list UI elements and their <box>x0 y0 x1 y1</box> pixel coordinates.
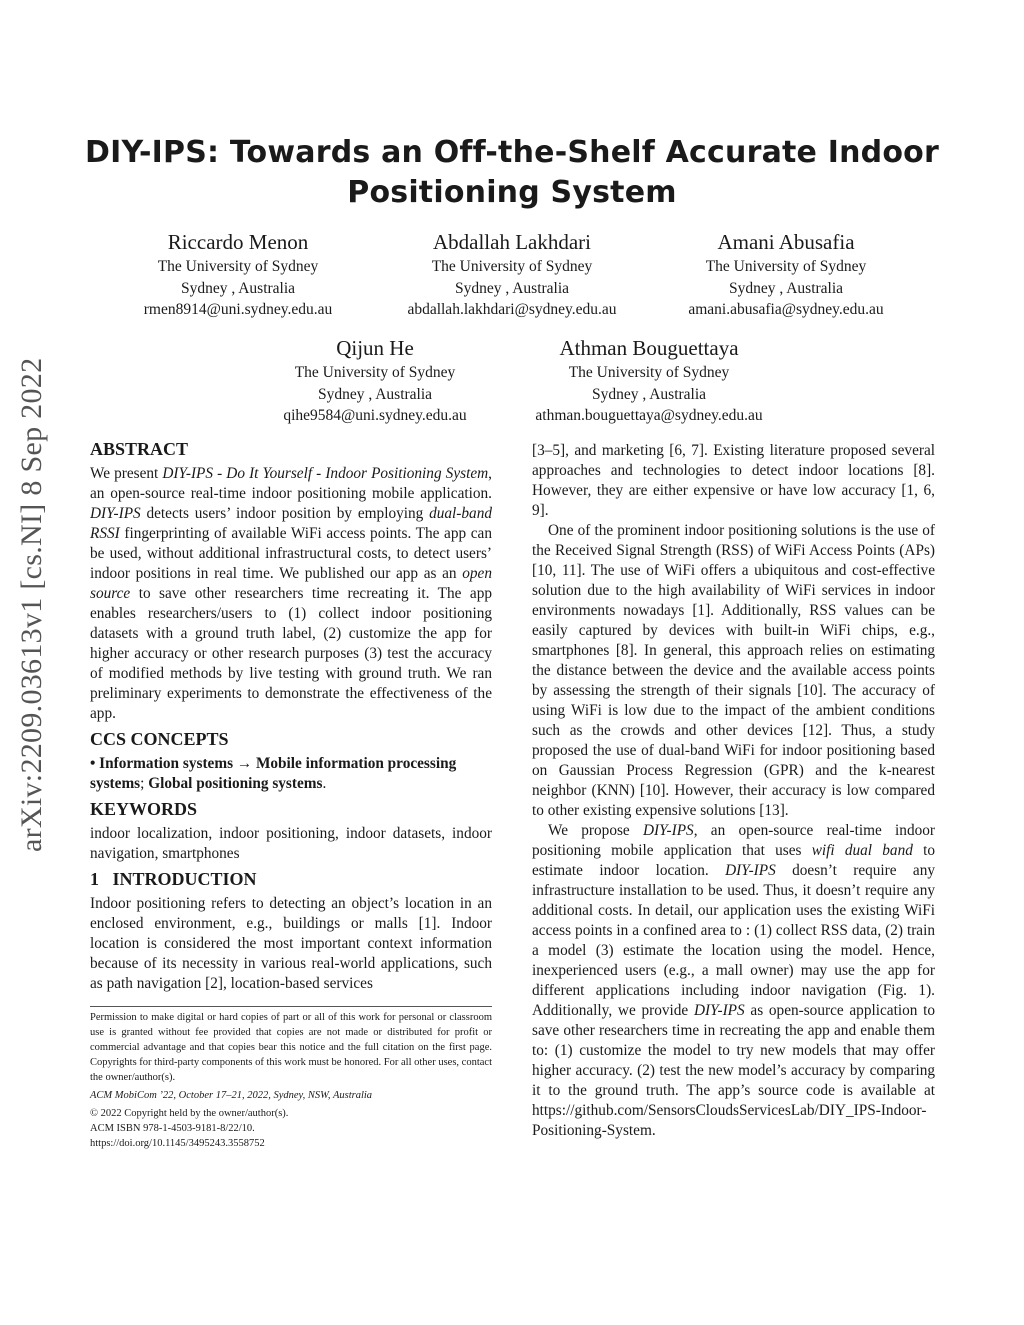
author-affiliation: The University of Sydney <box>705 258 867 275</box>
ccs-heading: CCS CONCEPTS <box>90 729 229 749</box>
title-line-1: DIY-IPS: Towards an Off-the-Shelf Accurate Indoor <box>85 135 939 170</box>
arxiv-stamp: arXiv:2209.03613v1 [cs.NI] 8 Sep 2022 <box>15 357 48 852</box>
author-location: Sydney , Australia <box>180 279 296 297</box>
permission-notice: Permission to make digital or hard copies of part or all of this work for personal or classroom use is granted without fee provided that copies are not made or distributed for profit or commercial advantage and that copies bear this notice and the full citation on the first page. Copyrights for third-party components of this work must be honored. For all other uses, contact the owner/author(s). <box>90 1012 492 1083</box>
author-affiliation: The University of Sydney <box>294 364 456 381</box>
footnote-divider <box>90 1006 492 1007</box>
author-name: Athman Bouguettaya <box>559 336 739 360</box>
author-name: Riccardo Menon <box>167 230 309 254</box>
keywords-text: indoor localization, indoor positioning, indoor datasets, indoor navigation, smartphones <box>90 825 492 862</box>
author-affiliation: The University of Sydney <box>157 258 319 275</box>
author-email: qihe9584@uni.sydney.edu.au <box>283 407 467 424</box>
author-location: Sydney , Australia <box>728 279 844 297</box>
author-name: Qijun He <box>336 336 414 360</box>
abstract-text: We present DIY-IPS - Do It Yourself - Indoor Positioning System, an open-source real-time indoor positioning mobile application. DIY-IPS detects users’ indoor position by employing dual-band RSSI fingerprinting of available WiFi access points. The app can be used, without additional infrastructural costs, to detect users’ indoor positions in real time. We published our app as an open source to save other researchers time recreating it. The app enables researchers/users to (1) collect indoor positioning datasets with a ground truth label, (2) customize the app for higher accuracy or other research purposes (3) test the accuracy of modified methods by live testing with ground truth. We ran preliminary experiments to demonstrate the effectiveness of the app. <box>90 465 492 722</box>
right-column <box>532 441 935 1141</box>
copyright-notice: © 2022 Copyright held by the owner/author(s). <box>90 1108 289 1119</box>
introduction-heading: 1 INTRODUCTION <box>90 869 257 889</box>
author-email: amani.abusafia@sydney.edu.au <box>688 301 884 318</box>
isbn: ACM ISBN 978-1-4503-9181-8/22/10. <box>90 1123 255 1134</box>
author-block <box>499 334 799 427</box>
author-location: Sydney , Australia <box>317 385 433 403</box>
intro-paragraph: One of the prominent indoor positioning solutions is the use of the Received Signal Strength (RSS) of WiFi Access Points (APs) [10, 11]. The use of WiFi offers a ubiquitous and cost-effective solution due to the high availability of WiFi services in indoor environments nowadays [1]. Additionally, RSS values can be easily captured by devices with built-in WiFi chips, e.g., smartphones [8]. In general, this approach relies on estimating the distance between the device and the available access points by assessing the strength of their signals [10]. The accuracy of using WiFi is low due to the impact of the ambient conditions such as the crowds and other devices [12]. Thus, a study proposed the use of dual-band WiFi for indoor positioning based on Gaussian Process Regression (GPR) and the k-nearest neighbor (KNN) [10]. However, their accuracy is low compared to other existing expensive solutions [13]. <box>532 522 935 819</box>
author-email: athman.bouguettaya@sydney.edu.au <box>535 407 763 424</box>
author-email: rmen8914@uni.sydney.edu.au <box>143 301 333 318</box>
author-name: Amani Abusafia <box>717 230 855 254</box>
ccs-text: • Information systems → Mobile information processing systems; Global positioning systems. <box>90 755 457 792</box>
author-block <box>362 228 662 321</box>
doi-link[interactable]: https://doi.org/10.1145/3495243.3558752 <box>90 1138 265 1149</box>
author-email: abdallah.lakhdari@sydney.edu.au <box>407 301 617 318</box>
intro-paragraph: Indoor positioning refers to detecting an object’s location in an enclosed environment, e.g., buildings or malls [1]. Indoor location is considered the most important context information because of its necessity in various real-world applications, such as path navigation [2], location-based services <box>90 895 492 992</box>
footnote <box>90 1010 492 1151</box>
author-affiliation: The University of Sydney <box>431 258 593 275</box>
abstract-heading: ABSTRACT <box>90 439 189 459</box>
author-name: Abdallah Lakhdari <box>432 230 592 254</box>
author-block <box>93 228 383 321</box>
title-line-2: Positioning System <box>347 175 677 210</box>
keywords-heading: KEYWORDS <box>90 799 198 819</box>
author-location: Sydney , Australia <box>591 385 707 403</box>
conference-info: ACM MobiCom ’22, October 17–21, 2022, Sydney, NSW, Australia <box>90 1090 373 1101</box>
intro-paragraph: [3–5], and marketing [6, 7]. Existing literature proposed several approaches and technologies to detect indoor locations [8]. However, they are either expensive or have low accuracy [1, 6, 9]. <box>532 442 935 519</box>
author-block <box>636 228 936 321</box>
intro-paragraph: We propose DIY-IPS, an open-source real-time indoor positioning mobile application that uses wifi dual band to estimate indoor location. DIY-IPS doesn’t require any infrastructure installation to be used. Thus, it doesn’t require any additional costs. In detail, our application uses the existing WiFi access points in a confined area to : (1) collect RSS data, (2) train a model (3) estimate the location using the model. Hence, inexperienced users (e.g., a mall owner) may use the app for different applications including indoor navigation (Fig. 1). Additionally, we provide DIY-IPS as open-source application to save other researchers time in recreating the app and enable them to: (1) customize the model to try new models that may offer higher accuracy. (2) test the new model’s accuracy by comparing it to the ground truth. The app’s source code is available at https://github.com/SensorsCloudsServicesLab/DIY_IPS-Indoor-Positioning-System. <box>532 822 936 1139</box>
paper-title <box>0 133 1024 213</box>
left-column <box>90 438 492 994</box>
author-affiliation: The University of Sydney <box>568 364 730 381</box>
author-location: Sydney , Australia <box>454 279 570 297</box>
author-block <box>225 334 525 427</box>
